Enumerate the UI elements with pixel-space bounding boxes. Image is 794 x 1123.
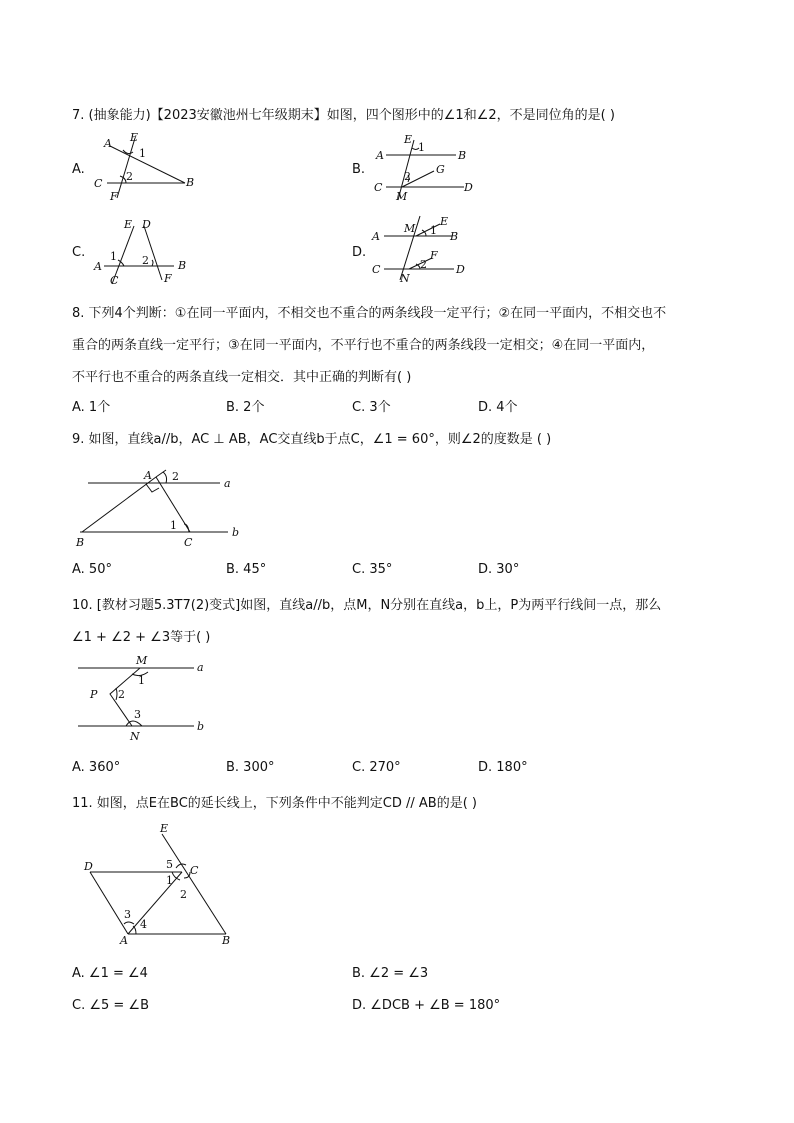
q11-option-a: A. ∠1 = ∠4: [72, 966, 148, 981]
label: N: [130, 730, 140, 743]
q10-option-a: A. 360°: [72, 760, 121, 775]
q8-option-b: B. 2个: [226, 400, 265, 415]
q10-stem-line-2: ∠1 + ∠2 + ∠3等于( ): [72, 630, 211, 645]
label: G: [436, 163, 445, 176]
label: 3: [124, 908, 131, 921]
label: F: [430, 249, 438, 262]
q9-option-a: A. 50°: [72, 562, 112, 577]
label: a: [197, 661, 204, 674]
label: 1: [170, 519, 177, 532]
label: B: [222, 934, 231, 947]
label: 1: [138, 674, 145, 687]
q8-stem-line-3: 不平行也不重合的两条直线一定相交．其中正确的判断有( ): [72, 370, 412, 385]
q7-stem: 7. (抽象能力)【2023安徽池州七年级期末】如图，四个图形中的∠1和∠2，不是同位角的是( ): [72, 108, 615, 123]
label: E: [124, 218, 133, 231]
label: B: [450, 230, 459, 243]
label: 2: [118, 688, 125, 701]
q7-option-d: D.: [352, 245, 367, 260]
label: D: [142, 218, 151, 231]
label: 1: [430, 224, 437, 237]
label: A: [144, 469, 152, 482]
q10-option-d: D. 180°: [478, 760, 528, 775]
q11-stem: 11. 如图，点E在BC的延长线上，下列条件中不能判定CD // AB的是( ): [72, 796, 477, 811]
q10-figure: [70, 652, 220, 744]
q7a-figure: [90, 130, 200, 203]
label: 2: [126, 170, 133, 183]
label: A: [104, 137, 112, 150]
label: N: [400, 272, 410, 285]
label: A: [376, 149, 384, 162]
q11-option-d: D. ∠DCB + ∠B = 180°: [352, 998, 501, 1013]
q8-option-c: C. 3个: [352, 400, 391, 415]
label: A: [120, 934, 128, 947]
label: M: [404, 222, 416, 235]
label: 1: [110, 250, 117, 263]
label: 1: [139, 147, 146, 160]
label: B: [186, 176, 195, 189]
label: B: [76, 536, 85, 549]
label: 5: [166, 858, 173, 871]
label: C: [190, 864, 199, 877]
label: C: [184, 536, 193, 549]
q8-option-a: A. 1个: [72, 400, 111, 415]
label: C: [374, 181, 383, 194]
q8-stem-line-2: 重合的两条直线一定平行；③在同一平面内，不平行也不重合的两条线段一定相交；④在同一平面内，: [72, 338, 655, 353]
q7-option-a: A.: [72, 162, 85, 177]
q11-figure: [76, 820, 246, 950]
q7-option-b: B.: [352, 162, 366, 177]
q11-option-c: C. ∠5 = ∠B: [72, 998, 149, 1013]
q7d-figure: [370, 214, 480, 284]
label: D: [464, 181, 473, 194]
label: A: [94, 260, 102, 273]
q8-stem-line-1: 8. 下列4个判断：①在同一平面内，不相交也不重合的两条线段一定平行；②在同一平面内，不相交也不: [72, 306, 667, 321]
q11-option-b: B. ∠2 = ∠3: [352, 966, 429, 981]
label: E: [160, 822, 169, 835]
label: 1: [418, 141, 425, 154]
label: C: [110, 274, 119, 287]
q10-stem-line-1: 10. [教材习题5.3T7(2)变式]如图，直线a//b，点M，N分别在直线a，b上，P为两平行线间一点，那么: [72, 598, 662, 613]
q7b-figure: [372, 134, 482, 204]
q9-option-d: D. 30°: [478, 562, 520, 577]
label: 3: [134, 708, 141, 721]
q7-option-c: C.: [72, 245, 86, 260]
label: b: [197, 720, 205, 733]
label: a: [224, 477, 231, 490]
label: B: [458, 149, 467, 162]
label: M: [396, 190, 408, 203]
label: C: [94, 177, 103, 190]
label: 2: [142, 254, 149, 267]
label: C: [372, 263, 381, 276]
label: b: [232, 526, 240, 539]
q10-option-c: C. 270°: [352, 760, 401, 775]
label: E: [404, 133, 413, 146]
q7c-figure: [90, 216, 200, 286]
label: A: [372, 230, 380, 243]
label: 2: [180, 888, 187, 901]
q9-option-b: B. 45°: [226, 562, 267, 577]
label: E: [440, 215, 449, 228]
label: 2: [404, 170, 411, 183]
label: F: [164, 272, 172, 285]
q8-option-d: D. 4个: [478, 400, 518, 415]
label: 1: [166, 874, 173, 887]
label: E: [130, 131, 139, 144]
label: P: [90, 688, 98, 701]
q10-option-b: B. 300°: [226, 760, 275, 775]
label: F: [110, 190, 118, 203]
label: 2: [172, 470, 179, 483]
label: 4: [140, 918, 147, 931]
label: 2: [420, 258, 427, 271]
label: M: [136, 654, 148, 667]
q9-option-c: C. 35°: [352, 562, 393, 577]
label: D: [84, 860, 93, 873]
label: D: [456, 263, 465, 276]
q9-figure: [70, 462, 250, 554]
q9-stem: 9. 如图，直线a//b，AC ⊥ AB，AC交直线b于点C，∠1 = 60°，则∠2的度数是 ( ): [72, 432, 552, 447]
label: B: [178, 259, 187, 272]
